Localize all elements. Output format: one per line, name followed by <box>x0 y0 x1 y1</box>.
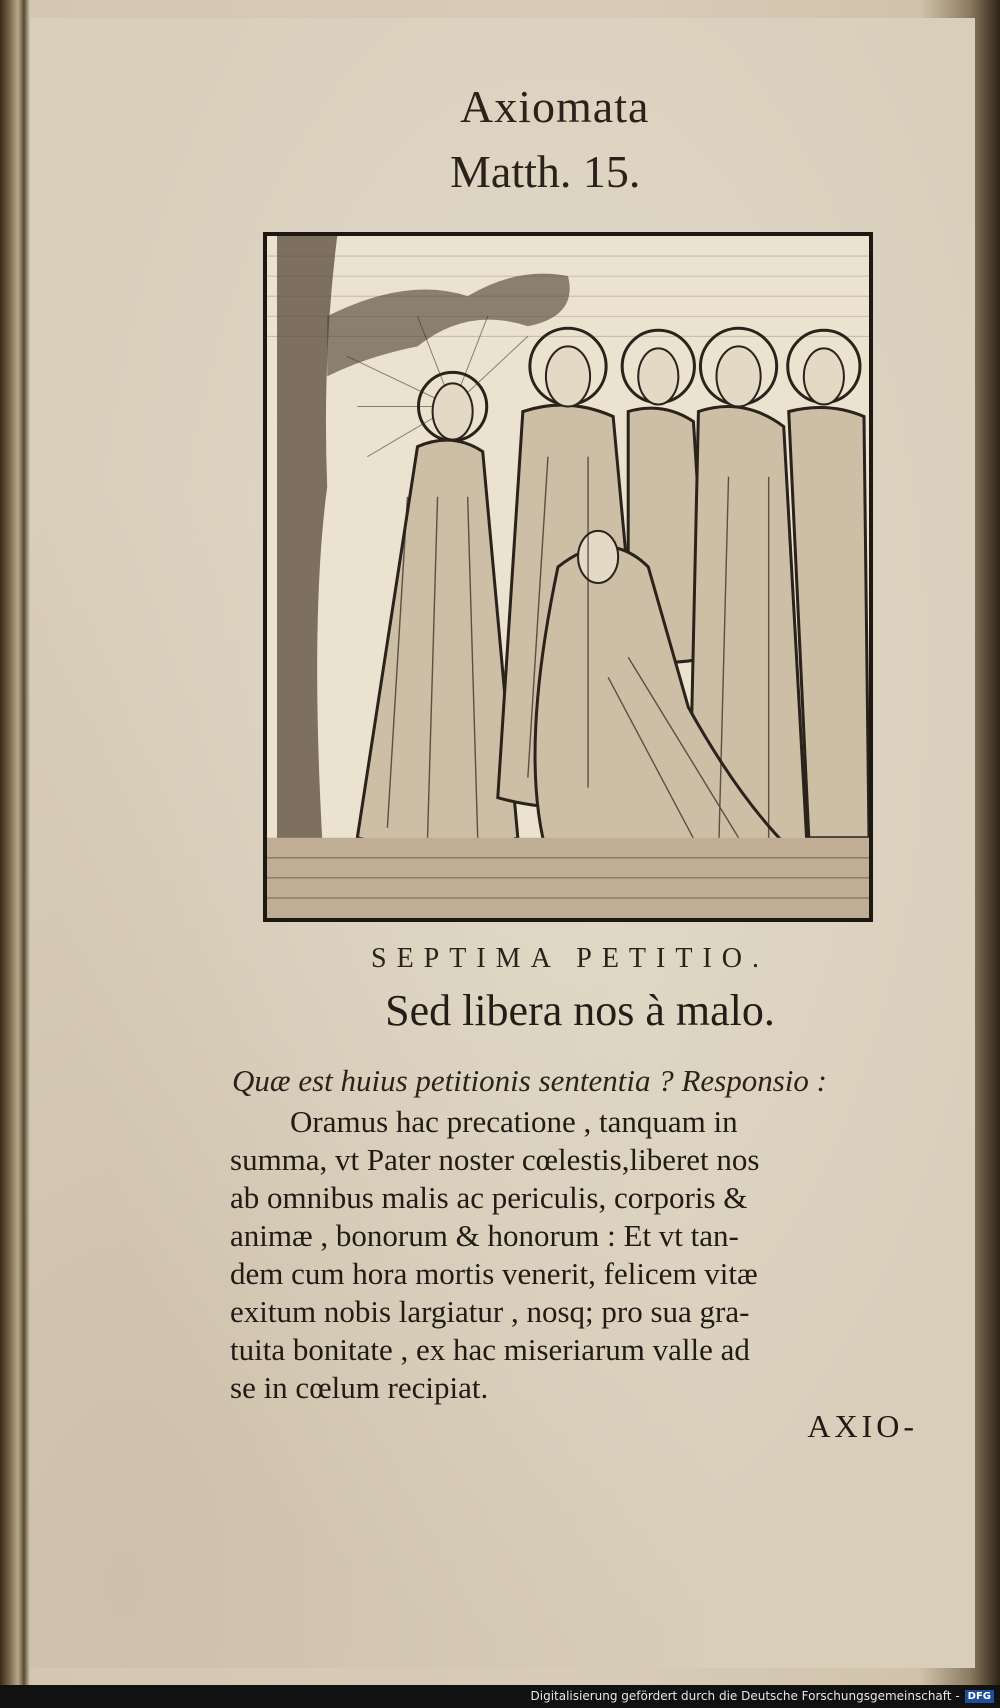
digitization-footer <box>531 1686 995 1706</box>
body-line: se in cœlum recipiat. <box>230 1370 489 1405</box>
body-line: animæ , bonorum & honorum : Et vt tan- <box>230 1218 739 1253</box>
body-line: summa, vt Pater noster cœlestis,liberet nos <box>230 1142 760 1177</box>
body-line: ab omnibus malis ac periculis, corporis & <box>230 1180 748 1215</box>
woodcut-illustration <box>263 232 873 922</box>
footer-text: Digitalisierung gefördert durch die Deutsche Forschungsgemeinschaft - <box>530 1689 960 1703</box>
body-line: tuita bonitate , ex hac miseriarum valle ad <box>230 1332 750 1367</box>
question-line: Quæ est huius petitionis sententia ? Responsio : <box>232 1063 827 1098</box>
petition-title: Sed libera nos à malo. <box>385 986 775 1035</box>
scripture-reference: Matth. 15. <box>450 146 641 197</box>
body-line: Oramus hac precatione , tanquam in <box>290 1104 738 1139</box>
catchword: AXIO- <box>807 1408 918 1444</box>
body-line: exitum nobis largiatur , nosq; pro sua gra- <box>230 1294 750 1329</box>
dfg-logo-icon: DFG <box>965 1690 994 1703</box>
running-title: Axiomata <box>460 81 650 132</box>
body-line: dem cum hora mortis venerit, felicem vitæ <box>230 1256 758 1291</box>
body-text <box>230 1103 920 1407</box>
woodcut-icon <box>267 236 869 918</box>
petition-caption: SEPTIMA PETITIO. <box>371 943 769 974</box>
